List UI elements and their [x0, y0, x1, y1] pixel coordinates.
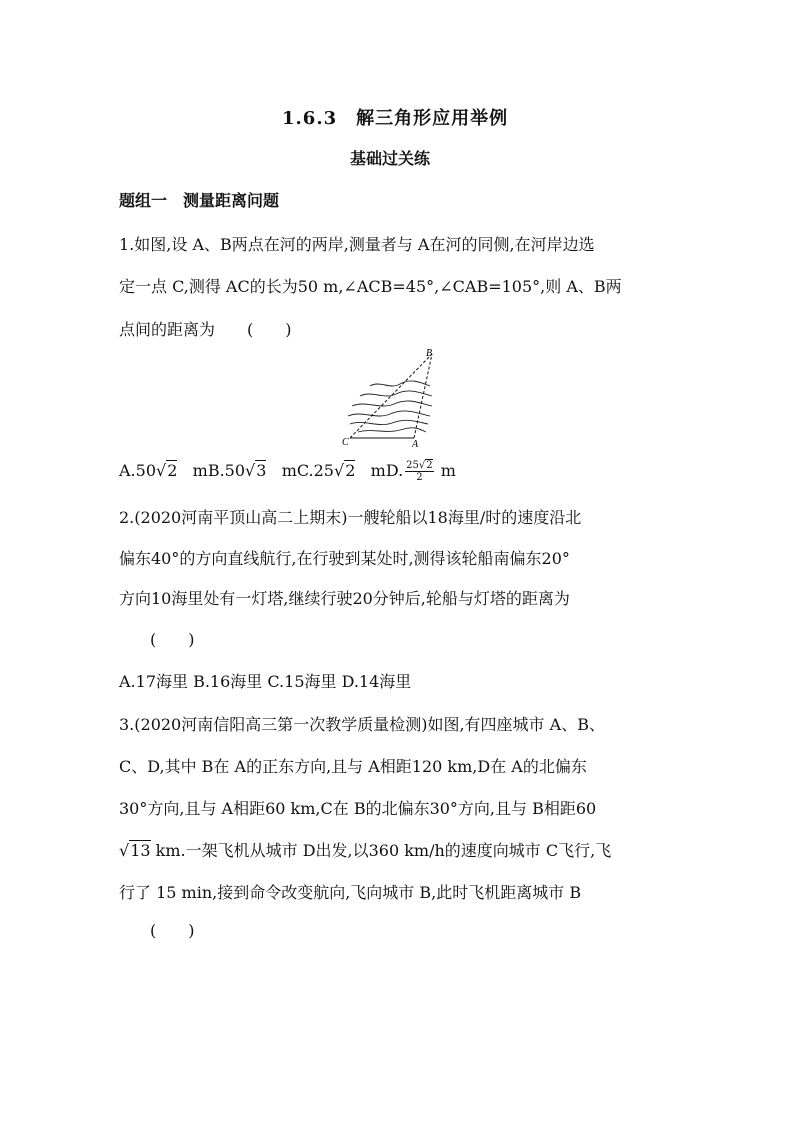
- sqrt-sign: √: [119, 841, 130, 860]
- q3-answer-blank: ( ): [150, 921, 195, 940]
- section-subtitle: 基础过关练: [350, 149, 431, 168]
- q3-line-4-text: km.一架飞机从城市 D出发,以360 km/h的速度向城市 C飞行,飞: [150, 841, 612, 860]
- q1-option-d-fraction: [405, 460, 433, 483]
- q1-option-a-radicand: 2: [167, 461, 178, 480]
- q2-line-2: 偏东40°的方向直线航行,在行驶到某处时,测得该轮船南偏东20°: [119, 549, 570, 568]
- q3-line-1: 3.(2020河南信阳高三第一次教学质量检测)如图,有四座城市 A、B、: [119, 715, 605, 734]
- point-a-label: A: [412, 439, 419, 448]
- fraction-numerator-radicand: 2: [426, 460, 433, 471]
- q3-line-2: C、D,其中 B在 A的正东方向,且与 A相距120 km,D在 A的北偏东: [119, 757, 587, 776]
- q2-line-1: 2.(2020河南平顶山高二上期末)一艘轮船以18海里/时的速度沿北: [119, 508, 582, 527]
- q1-line-2: 定一点 C,测得 AC的长为50 m,∠ACB=45°,∠CAB=105°,则 A、B两: [119, 277, 622, 296]
- point-b-label: B: [426, 348, 433, 359]
- q2-answer-blank: ( ): [150, 630, 195, 649]
- sqrt-sign: √: [156, 461, 167, 480]
- q1-options: [119, 460, 456, 483]
- q3-line-3: 30°方向,且与 A相距60 km,C在 B的北偏东30°方向,且与 B相距60: [119, 799, 597, 818]
- point-c-label: C: [342, 437, 349, 448]
- page-title: 1.6.3 解三角形应用举例: [282, 108, 509, 129]
- q1-option-a-prefix: A.50: [119, 461, 156, 480]
- q1-option-d-unit: m: [440, 461, 456, 480]
- q1-option-c-prefix: mC.25: [281, 461, 334, 480]
- q1-option-c-radicand: 2: [345, 461, 356, 480]
- q1-line-1: 1.如图,设 A、B两点在河的两岸,测量者与 A在河的同侧,在河岸边选: [119, 235, 595, 254]
- q1-option-b-radicand: 3: [256, 461, 267, 480]
- q1-option-b-prefix: mB.50: [192, 461, 246, 480]
- segment-ab: [414, 354, 432, 438]
- q1-line-3: 点间的距离为 ( ): [119, 320, 292, 339]
- sqrt-sign: √: [245, 461, 256, 480]
- question-group-heading: 题组一 测量距离问题: [119, 191, 280, 210]
- fraction-numerator: 25: [406, 460, 419, 471]
- q3-line-4: [119, 838, 611, 861]
- sqrt-sign: √: [333, 461, 345, 480]
- segment-cb: [350, 354, 432, 438]
- river-diagram: [340, 344, 446, 448]
- q3-line-5: 行了 15 min,接到命令改变航向,飞向城市 B,此时飞机距离城市 B: [119, 883, 582, 902]
- fraction-denominator: 2: [416, 472, 423, 483]
- q2-line-3: 方向10海里处有一灯塔,继续行驶20分钟后,轮船与灯塔的距离为: [119, 589, 570, 608]
- q3-radicand: 13: [130, 841, 151, 860]
- q1-option-d-prefix: mD.: [370, 461, 404, 480]
- q2-options: A.17海里 B.16海里 C.15海里 D.14海里: [119, 672, 412, 691]
- sqrt-sign: √: [418, 460, 426, 471]
